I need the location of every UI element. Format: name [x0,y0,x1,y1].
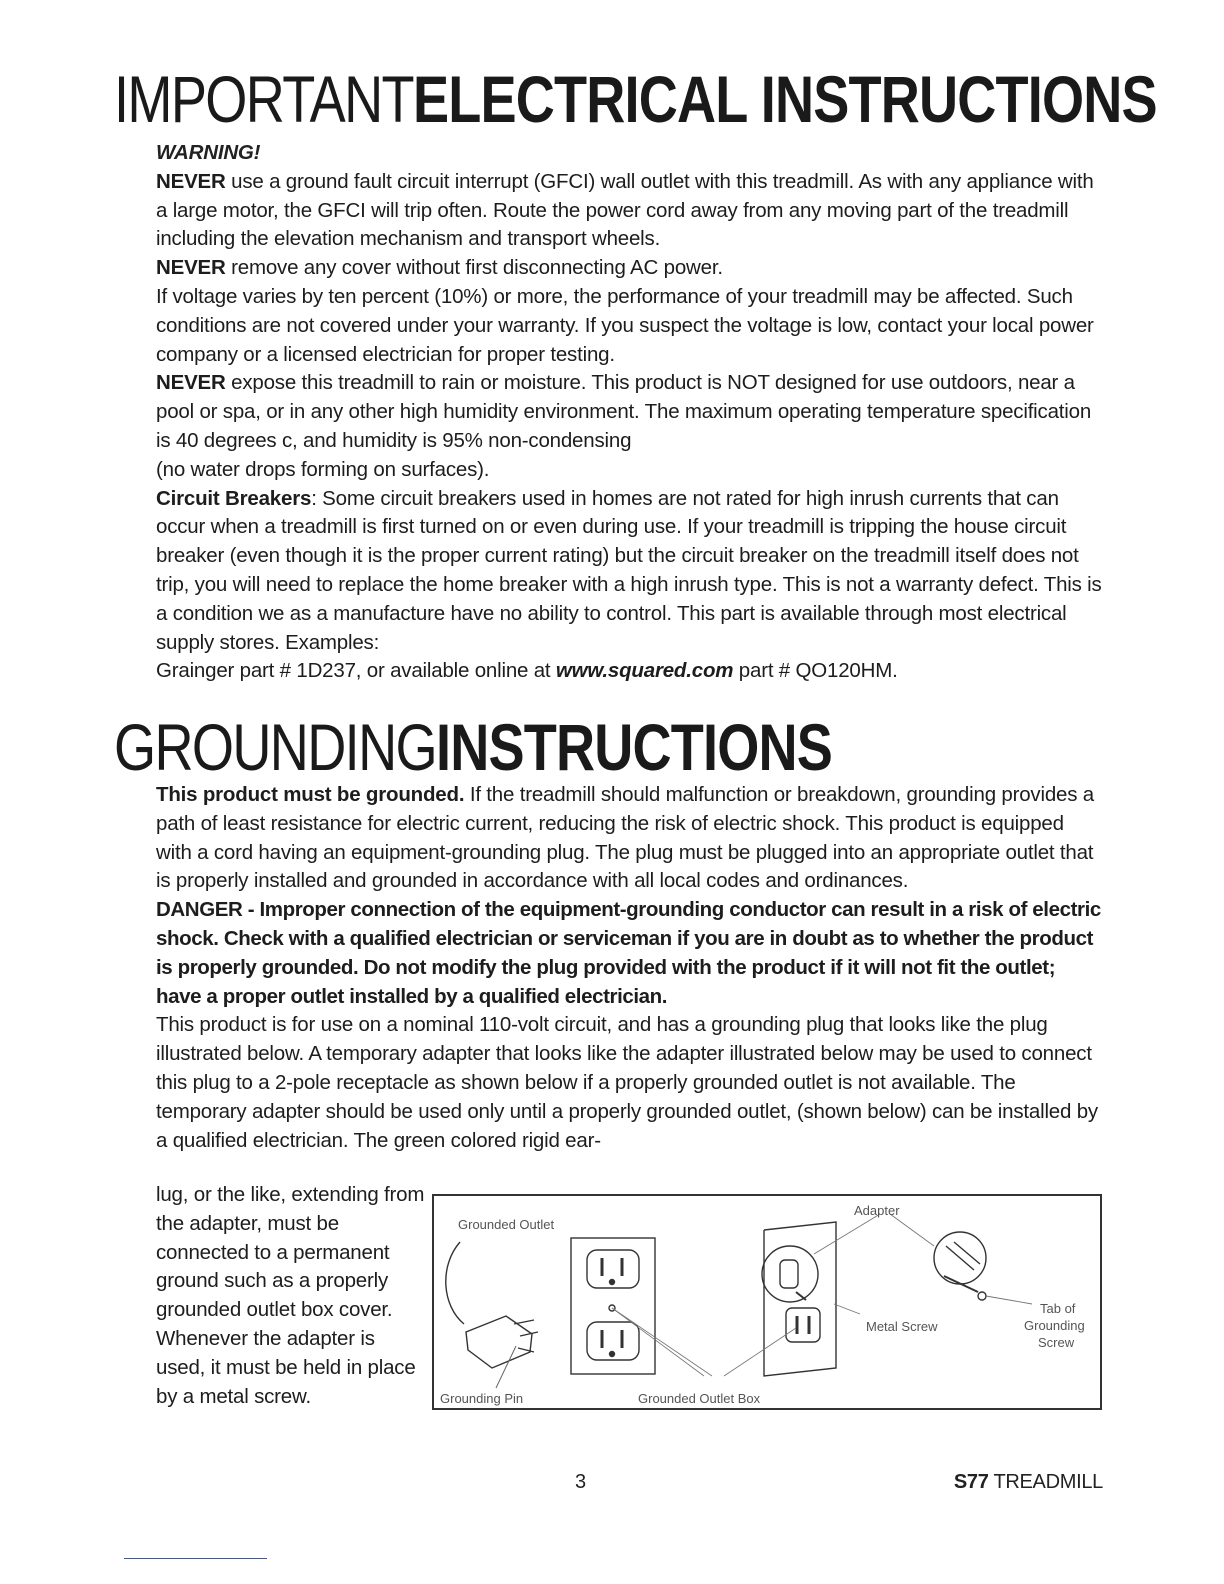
plug-icon [466,1316,532,1368]
grounding-diagram [432,1194,1102,1410]
label-tab-line-2: Grounding [1024,1318,1085,1333]
heading-light-text: GROUNDING [114,710,436,784]
page-number: 3 [575,1471,587,1493]
paragraph-text: remove any cover without first disconnecting AC power. [225,256,723,280]
power-cord [446,1242,464,1324]
keyword: NEVER [156,256,226,280]
two-pole-outlet-box [764,1222,836,1376]
label-metal-screw: Metal Screw [866,1319,938,1334]
paragraph-text: part # QO120HM. [733,659,898,683]
keyword: Circuit Breakers [156,486,312,510]
label-adapter: Adapter [854,1203,900,1218]
warning-label: WARNING! [156,141,261,164]
paragraph: If voltage varies by ten percent (10%) or more, the performance of your treadmill may be affected. Such conditions are not covered under your warranty. If you suspect the voltage is low, contact your local power company or a licensed electrician for proper testing. [156,284,1094,366]
label-grounded-outlet-box: Grounded Outlet Box [638,1391,761,1406]
paragraph-text: Grainger part # 1D237, or available online at [156,659,556,683]
footer-product-title [954,1471,1103,1494]
section-heading-grounding [114,710,833,784]
paragraph-text: If the treadmill should malfunction or breakdown, grounding provides a path of least resistance for electric current, reducing the risk of electric shock. This product is equipped with a cord having an equipment-grounding plug. The plug must be plugged into an appropriate outlet that is properly installed and grounded in accordance with all local codes and ordinances. [156,783,1094,893]
heading-bold-text: INSTRUCTIONS [435,710,833,784]
leader-line [496,1346,516,1388]
label-grounding-pin: Grounding Pin [440,1391,524,1406]
product-name: TREADMILL [988,1471,1103,1493]
grounding-pin-icon [518,1348,534,1352]
paragraph [156,485,1104,658]
electrical-instructions-body [156,139,1104,686]
paragraph-text: : Some circuit breakers used in homes are not rated for high inrush currents that can occur when a treadmill is first turned on or even during use. If your treadmill is tripping the house circuit breaker (even though it is the proper current rating) but the circuit breaker on the treadmill itself does not trip, you will need to replace the home breaker with a high inrush type. This is not a warranty defect. This is a condition we as a manufacture have no ability to control. This part is available through most electrical supply stores. Examples: [156,486,1102,654]
paragraph-text: use a ground fault circuit interrupt (GFCI) wall outlet with this treadmill. As with any appliance with a large motor, the GFCI will trip often. Route the power cord away from any moving part of the treadmill including the elevation mechanism and transport wheels. [156,169,1094,251]
label-tab-line-1: Tab of [1040,1301,1076,1316]
heading-light-text: IMPORTANT [114,62,413,136]
keyword: NEVER [156,169,226,193]
paragraph: This product is for use on a nominal 110-volt circuit, and has a grounding plug that looks like the plug illustrated below. A temporary adapter that looks like the adapter illustrated below may be used to connect this plug to a 2-pole receptacle as shown below if a properly grounded outlet is not available. The temporary adapter should be used only until a properly grounded outlet, (shown below) can be installed by a qualified electrician. The green colored rigid ear- [156,1013,1098,1152]
paragraph [156,369,1104,455]
paragraph [156,168,1104,254]
keyword: This product must be grounded. [156,783,465,806]
adapter-icon [762,1246,818,1302]
paragraph [156,657,1104,686]
leader-line [612,1308,712,1376]
label-grounded-outlet: Grounded Outlet [458,1217,555,1232]
grounding-side-text [156,1181,428,1411]
danger-notice: DANGER - Improper connection of the equipment-grounding conductor can result in a risk of electric shock. Check with a qualified electrician or serviceman if you are in doubt as to whether the product is properly grounded. Do not modify the plug provided with the product if it will not fit the outlet; have a proper outlet installed by a qualified electrician. [156,898,1101,1008]
plug-prong [514,1320,534,1324]
paragraph: lug, or the like, extending from the adapter, must be connected to a permanent ground such as a properly grounded outlet box cover. Whenever the adapter is used, it must be held in place by a metal screw. [156,1183,425,1408]
section-heading-electrical [114,62,1157,136]
keyword: NEVER [156,371,226,395]
tab-of-grounding-screw [944,1276,978,1292]
paragraph-text: expose this treadmill to rain or moisture. This product is NOT designed for use outdoors, near a pool or spa, or in any other high humidity environment. The maximum operating temperature specification is 40 degrees c, and humidity is 95% non-condensing [156,371,1092,452]
grounding-instructions-body [156,781,1104,1155]
outlet-receptacle [786,1308,820,1342]
grounding-tab [796,1292,806,1300]
paragraph [156,781,1104,896]
paragraph: (no water drops forming on surfaces). [156,457,490,481]
bottom-rule [124,1558,267,1559]
paragraph [156,254,1104,283]
heading-bold-text: ELECTRICAL INSTRUCTIONS [412,62,1157,136]
model-number: S77 [953,1471,989,1493]
website-link[interactable]: www.squared.com [555,659,734,683]
label-tab-line-3: Screw [1038,1335,1075,1350]
